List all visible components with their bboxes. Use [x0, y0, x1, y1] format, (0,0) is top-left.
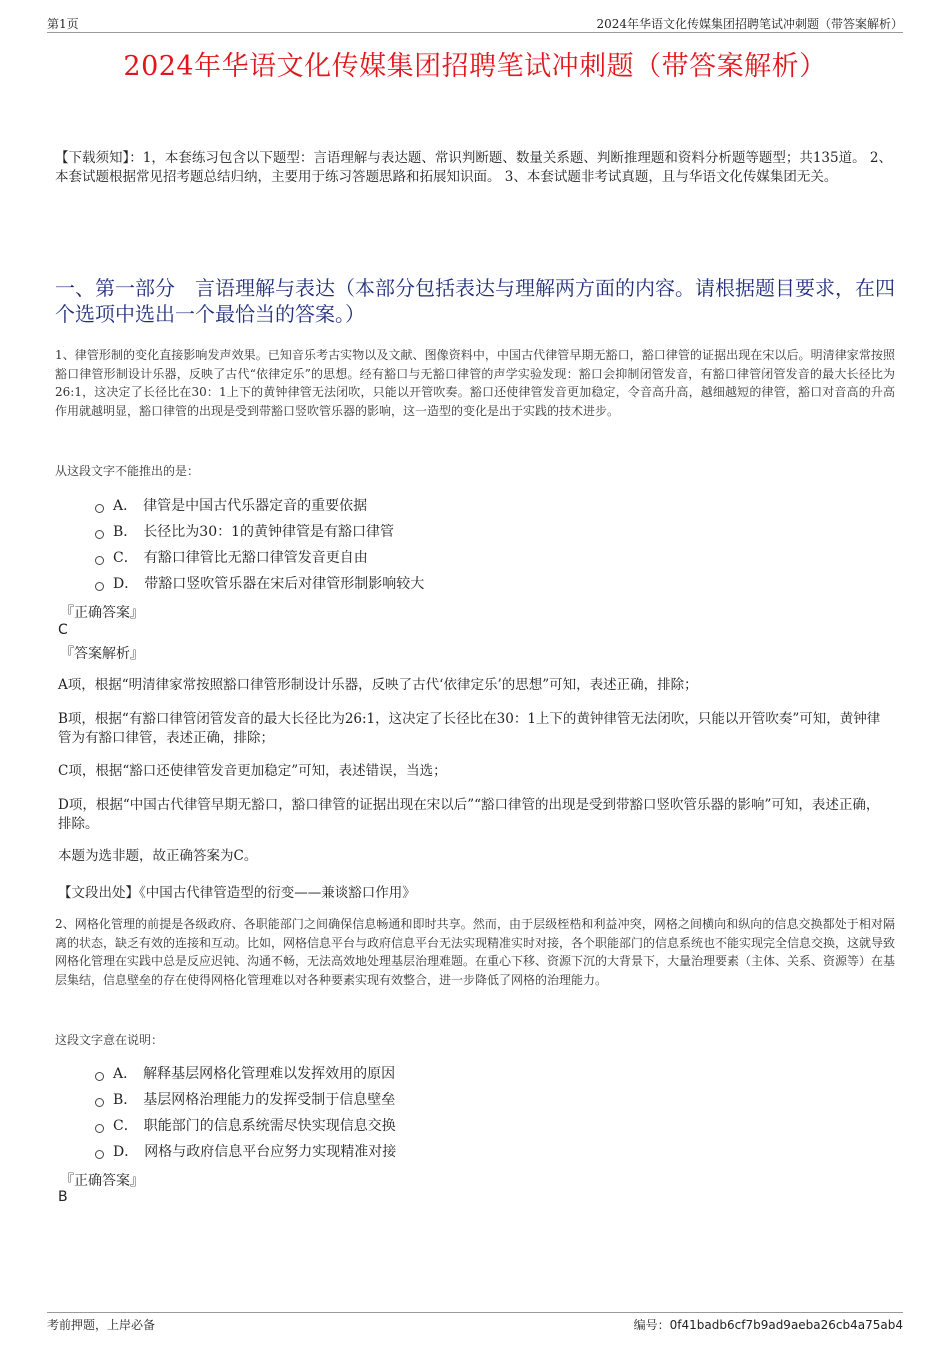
option-key: C． — [113, 1118, 138, 1134]
analysis-b: B项，根据“有豁口律管闭管发音的最大长径比为26:1，这决定了长径比在30：1上下的黄钟律管无法闭吹，只能以开管吹奏”可知，黄钟律管为有豁口律管，表述正确，排除； — [58, 711, 881, 746]
option-b[interactable] — [95, 1086, 795, 1112]
question-1 — [55, 346, 895, 420]
question-2 — [55, 915, 895, 989]
page-header — [47, 14, 903, 33]
option-text: 有豁口律管比无豁口律管发音更自由 — [143, 550, 368, 566]
analysis-a: A项，根据“明清律家常按照豁口律管形制设计乐器，反映了古代‘依律定乐’的思想”可知，表述正确，排除； — [58, 677, 698, 693]
option-c[interactable] — [95, 544, 795, 570]
question-text: 1、律管形制的变化直接影响发声效果。已知音乐考古实物以及文献、图像资料中，中国古代律管早期无豁口，豁口律管的证据出现在宋以后。明清律家常按照豁口律管形制设计乐器，反映了古代“依律定乐”的思想。经有豁口与无豁口律管的声学实验发现：豁口会抑制闭管发音，有豁口律管闭管发音的最大长径比为26:1，这决定了长径比在30：1上下的黄钟律管无法闭吹，只能以开管吹奏。豁口还使律管发音更加稳定，令音高升高，越细越短的律管，豁口对音高的升高作用就越明显，豁口律管的出现是受到带豁口竖吹管乐器的影响，这一造型的变化是出于实践的技术进步。 — [55, 348, 895, 418]
option-d[interactable] — [95, 570, 795, 596]
option-text: 解释基层网格化管理难以发挥效用的原因 — [143, 1066, 396, 1082]
radio-icon[interactable] — [95, 1124, 104, 1133]
correct-answer-label: 『正确答案』 — [60, 605, 144, 621]
option-text: 律管是中国古代乐器定音的重要依据 — [143, 498, 368, 514]
page-footer — [47, 1312, 903, 1335]
analysis-d: D项，根据“中国古代律管早期无豁口，豁口律管的证据出现在宋以后”“豁口律管的出现是受到带豁口竖吹管乐器的影响”可知，表述正确，排除。 — [58, 797, 880, 832]
document-code — [634, 1316, 903, 1333]
option-a[interactable] — [95, 492, 795, 518]
page-number: 第1页 — [47, 17, 79, 31]
option-a[interactable] — [95, 1060, 795, 1086]
radio-icon[interactable] — [95, 556, 104, 565]
download-notice: 【下载须知】：1，本套练习包含以下题型：言语理解与表达题、常识判断题、数量关系题、判断推理题和资料分析题等题型；共135道。 2、本套试题根据常见招考题总结归纳，主要用于练习答题思路和拓展知识面。 3、本套试题非考试真题，且与华语文化传媒集团无关。 — [55, 150, 892, 185]
document-title: 2024年华语文化传媒集团招聘笔试冲刺题（带答案解析） — [123, 51, 827, 82]
option-key: A． — [113, 498, 138, 514]
question-prompt: 这段文字意在说明： — [55, 1033, 164, 1047]
options-list — [95, 492, 795, 596]
analysis-conclusion: 本题为选非题，故正确答案为C。 — [58, 848, 258, 864]
radio-icon[interactable] — [95, 1098, 104, 1107]
correct-answer: C — [58, 622, 68, 638]
passage-source: 【文段出处】《中国古代律管造型的衍变——兼谈豁口作用》 — [58, 885, 416, 901]
option-c[interactable] — [95, 1112, 795, 1138]
section-heading: 一、第一部分 言语理解与表达（本部分包括表达与理解两方面的内容。请根据题目要求，在四个选项中选出一个最恰当的答案。） — [55, 276, 895, 326]
option-key: A． — [113, 1066, 138, 1082]
option-key: D． — [113, 576, 139, 592]
option-key: D． — [113, 1144, 139, 1160]
options-list — [95, 1060, 795, 1164]
option-text: 职能部门的信息系统需尽快实现信息交换 — [143, 1118, 396, 1134]
analysis-label: 『答案解析』 — [60, 646, 144, 662]
header-doc-title: 2024年华语文化传媒集团招聘笔试冲刺题（带答案解析） — [596, 17, 903, 31]
analysis-c: C项，根据“豁口还使律管发音更加稳定”可知，表述错误，当选； — [58, 763, 447, 779]
code-label: 编号： — [633, 1318, 670, 1332]
option-b[interactable] — [95, 518, 795, 544]
option-text: 带豁口竖吹管乐器在宋后对律管形制影响较大 — [144, 576, 425, 592]
correct-answer-label: 『正确答案』 — [60, 1173, 144, 1189]
option-key: B． — [113, 1092, 138, 1108]
correct-answer: B — [58, 1189, 68, 1205]
option-text: 长径比为30：1的黄钟律管是有豁口律管 — [143, 524, 395, 540]
option-key: C． — [113, 550, 138, 566]
radio-icon[interactable] — [95, 582, 104, 591]
option-key: B． — [113, 524, 138, 540]
radio-icon[interactable] — [95, 530, 104, 539]
option-d[interactable] — [95, 1138, 795, 1164]
code-value: 0f41badb6cf7b9ad9aeba26cb4a75ab4 — [669, 1318, 903, 1332]
question-text: 2、网格化管理的前提是各级政府、各职能部门之间确保信息畅通和即时共享。然而，由于层级桎梏和利益冲突，网格之间横向和纵向的信息交换都处于相对隔离的状态，缺乏有效的连接和互动。比如，网格信息平台与政府信息平台无法实现精准实时对接，各个职能部门的信息系统也不能实现完全信息交换，这就导致网格化管理在实践中总是反应迟钝、沟通不畅，无法高效地处理基层治理难题。在重心下移、资源下沉的大背景下，大量治理要素（主体、关系、资源等）在基层集结，信息壁垒的存在使得网格化管理难以对各种要素实现有效整合，进一步降低了网格的治理能力。 — [55, 917, 896, 987]
radio-icon[interactable] — [95, 504, 104, 513]
question-prompt: 从这段文字不能推出的是： — [55, 464, 200, 478]
option-text: 网格与政府信息平台应努力实现精准对接 — [144, 1144, 397, 1160]
radio-icon[interactable] — [95, 1072, 104, 1081]
footer-slogan: 考前押题，上岸必备 — [47, 1318, 156, 1332]
radio-icon[interactable] — [95, 1150, 104, 1159]
option-text: 基层网格治理能力的发挥受制于信息壁垒 — [143, 1092, 396, 1108]
